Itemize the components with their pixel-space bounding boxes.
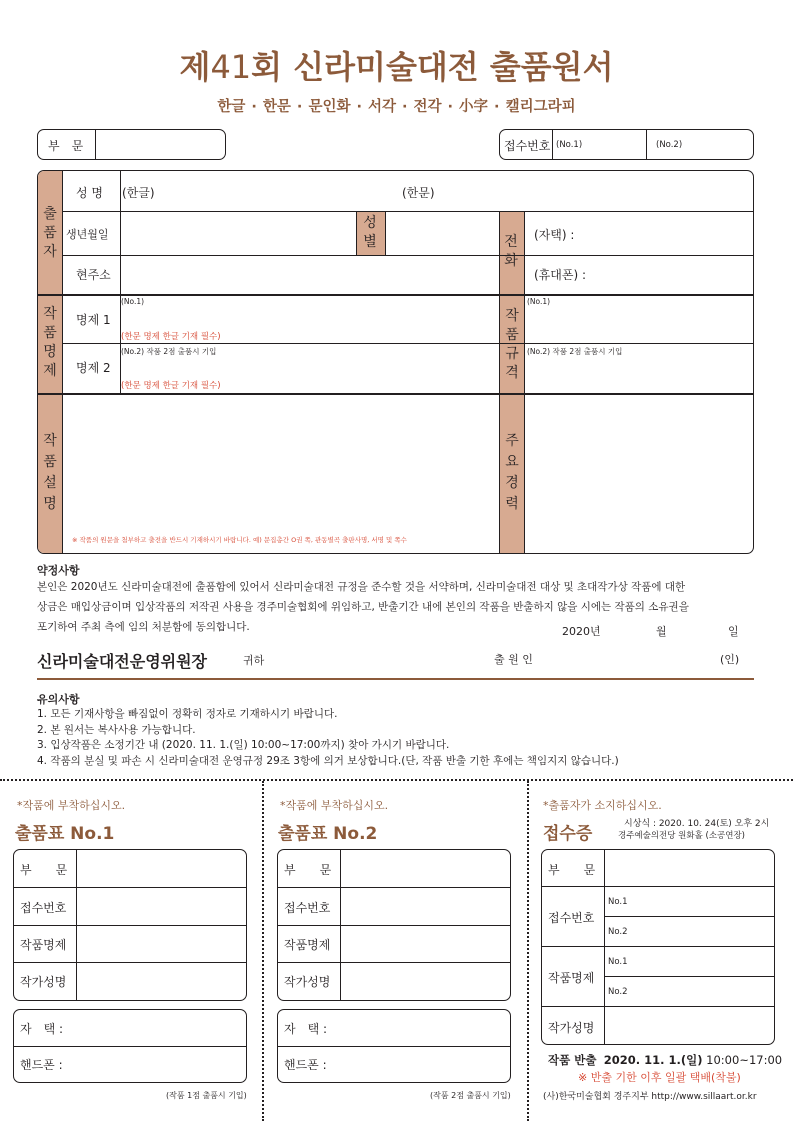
receipt-number-box xyxy=(499,129,754,160)
stub2-contact xyxy=(277,1009,511,1083)
stub1-receipt-label: 접수번호 xyxy=(20,901,67,915)
name-hanja-field[interactable]: (한문) xyxy=(402,186,435,200)
applicant-section-label: 출품자 xyxy=(43,206,57,260)
spec-no1: (No.1) xyxy=(527,297,551,306)
award-ceremony-line1: 시상식 : 2020. 10. 24(토) 오후 2시 xyxy=(624,819,770,829)
stub3-note: *출품자가 소지하십시오. xyxy=(543,799,662,812)
category-list: 한글 · 한문 · 문인화 · 서각 · 전각 · 小字 · 캘리그라피 xyxy=(217,99,576,115)
stub3-title-no1[interactable]: No.1 xyxy=(608,957,628,967)
pledge-text: 본인은 2020년도 신라미술대전에 출품함에 있어서 신라미술대전 규정을 준수할 것을 서약하며, 신라미술대전 대상 및 초대작가상 작품에 대한 상금은 매입상금이며 입상작품의 저작권 사용을 경주미술협회에 위임하고, 반출기간 내에 본인의 작품을 반출하지 않을 시에는 작품의 소유권을 포기하여 주최 측에 임의 처분함에 동의합니다. xyxy=(37,581,689,633)
title1-label: 명제 1 xyxy=(76,313,111,327)
return-schedule: 작품 반출 2020. 11. 1.(일) 10:00~17:00 xyxy=(548,1053,783,1067)
page-title: 제41회 신라미술대전 출품원서 xyxy=(179,48,614,86)
description-input[interactable] xyxy=(66,399,495,529)
recipient-name: 신라미술대전운영위원장 xyxy=(37,652,208,671)
stub2-table xyxy=(277,849,511,1001)
stub1-footer: (작품 1점 출품시 기입) xyxy=(166,1091,247,1100)
stub2-note: *작품에 부착하십시오. xyxy=(280,799,389,812)
pledge-heading: 약정사항 xyxy=(37,564,80,577)
cut-line-horizontal xyxy=(0,779,793,781)
stub2-home-phone[interactable]: 자 택 : xyxy=(284,1022,328,1036)
birth-label: 생년월일 xyxy=(66,228,109,241)
stub2-footer: (작품 2점 출품시 기입) xyxy=(430,1091,511,1100)
description-note: ※ 작품의 원문을 첨부하고 출전을 반드시 기재하시기 바랍니다. 예) 문집총간 O권 쪽, 관동별곡 출판사명, 서명 및 쪽수 xyxy=(72,536,407,544)
stub1-contact xyxy=(13,1009,247,1083)
stub1-mobile-phone[interactable]: 핸드폰 : xyxy=(20,1058,63,1072)
stub1-title-label: 작품명제 xyxy=(20,938,67,952)
cut-line-vertical-1 xyxy=(262,781,264,1121)
mobile-phone-field[interactable]: (휴대폰) : xyxy=(534,268,586,282)
stub1-table xyxy=(13,849,247,1001)
caution-item: 4. 작품의 분실 및 파손 시 신라미술대전 운영규정 29조 3항에 의거 보상합니다.(단, 작품 반출 기한 후에는 책임지지 않습니다.) xyxy=(37,754,619,767)
website-link[interactable]: http://www.sillaart.or.kr xyxy=(651,1092,757,1102)
title2-label: 명제 2 xyxy=(76,361,111,375)
division-label: 부 문 xyxy=(48,139,84,153)
spec-label: 작품규격 xyxy=(505,308,519,381)
spec2-input[interactable] xyxy=(528,357,750,389)
title2-hanja-required: (한문 명제 한글 기재 필수) xyxy=(121,381,221,391)
stub2-mobile-phone[interactable]: 핸드폰 : xyxy=(284,1058,327,1072)
stub2-division-label: 부 문 xyxy=(284,863,332,877)
stub2-title: 출품표 No.2 xyxy=(278,824,378,844)
stub3-title-label: 작품명제 xyxy=(548,971,595,985)
address-label: 현주소 xyxy=(76,268,111,282)
stub3-title: 접수증 xyxy=(543,824,593,844)
spec-no2: (No.2) 작품 2점 출품시 기입 xyxy=(527,347,623,356)
stub1-division-label: 부 문 xyxy=(20,863,68,877)
stub3-title-no2[interactable]: No.2 xyxy=(608,987,628,997)
stub2-artist-label: 작가성명 xyxy=(284,975,331,989)
phone-label: 전화 xyxy=(504,234,518,269)
application-form xyxy=(37,170,754,554)
gender-input[interactable] xyxy=(389,215,495,251)
stub3-receipt-no1[interactable]: No.1 xyxy=(608,897,628,907)
stub2-title-label: 작품명제 xyxy=(284,938,331,952)
title2-input[interactable] xyxy=(124,357,495,377)
gender-label: 성별 xyxy=(363,215,377,250)
receipt-label: 접수번호 xyxy=(504,139,551,153)
name-hangul-field[interactable]: (한글) xyxy=(122,186,155,200)
title2-note: (No.2) 작품 2점 출품시 기입 xyxy=(121,347,217,356)
recipient-honorific: 귀하 xyxy=(243,654,265,667)
spec1-input[interactable] xyxy=(528,307,750,339)
title1-input[interactable] xyxy=(124,307,495,327)
stub3-artist-label: 작가성명 xyxy=(548,1021,595,1035)
birth-input[interactable] xyxy=(124,215,352,251)
seal-mark[interactable]: (인) xyxy=(720,653,740,666)
works-section-label: 작품명제 xyxy=(43,306,57,379)
stub2-receipt-label: 접수번호 xyxy=(284,901,331,915)
stub1-home-phone[interactable]: 자 택 : xyxy=(20,1022,64,1036)
career-label: 주요경력 xyxy=(505,433,519,512)
award-ceremony-line2: 경주예술의전당 원화홀 (소공연장) xyxy=(618,831,745,841)
name-label: 성 명 xyxy=(76,186,103,200)
cut-line-vertical-2 xyxy=(527,781,529,1121)
cautions-heading: 유의사항 xyxy=(37,693,80,706)
organization-footer: (사)한국미술협회 경주지부 http://www.sillaart.or.kr xyxy=(543,1092,757,1102)
stub1-title: 출품표 No.1 xyxy=(15,824,115,844)
career-input[interactable] xyxy=(528,399,750,549)
title1-no1: (No.1) xyxy=(121,297,145,306)
return-note: ※ 반출 기한 이후 일괄 택배(착불) xyxy=(578,1071,741,1084)
pledge-divider xyxy=(37,678,754,680)
division-input[interactable] xyxy=(98,132,222,156)
stub1-note: *작품에 부착하십시오. xyxy=(17,799,126,812)
applicant-signature-label: 출 원 인 xyxy=(494,653,533,666)
caution-item: 1. 모든 기재사항을 빠짐없이 정확히 정자로 기재하시기 바랍니다. xyxy=(37,708,338,720)
receipt-no1[interactable]: (No.1) xyxy=(556,140,583,150)
division-box xyxy=(37,129,226,160)
title1-hanja-required: (한문 명제 한글 기재 필수) xyxy=(121,332,221,342)
stub3-receipt-label: 접수번호 xyxy=(548,911,595,925)
caution-item: 3. 입상작품은 소정기간 내 (2020. 11. 1.(일) 10:00~17:00까지) 찾아 가시기 바랍니다. xyxy=(37,739,450,751)
home-phone-field[interactable]: (자택) : xyxy=(534,228,575,242)
pledge-day: 일 xyxy=(728,625,739,638)
cautions-list xyxy=(37,707,757,769)
stub3-receipt-no2[interactable]: No.2 xyxy=(608,927,628,937)
caution-item: 2. 본 원서는 복사사용 가능합니다. xyxy=(37,723,196,736)
description-section-label: 작품설명 xyxy=(43,433,57,512)
stub3-division-label: 부 문 xyxy=(548,863,596,877)
address-input[interactable] xyxy=(124,259,495,291)
pledge-month: 월 xyxy=(656,625,667,638)
stub1-artist-label: 작가성명 xyxy=(20,975,67,989)
stub3-table xyxy=(541,849,775,1045)
pledge-year: 2020년 xyxy=(562,625,601,638)
receipt-no2[interactable]: (No.2) xyxy=(656,140,683,150)
